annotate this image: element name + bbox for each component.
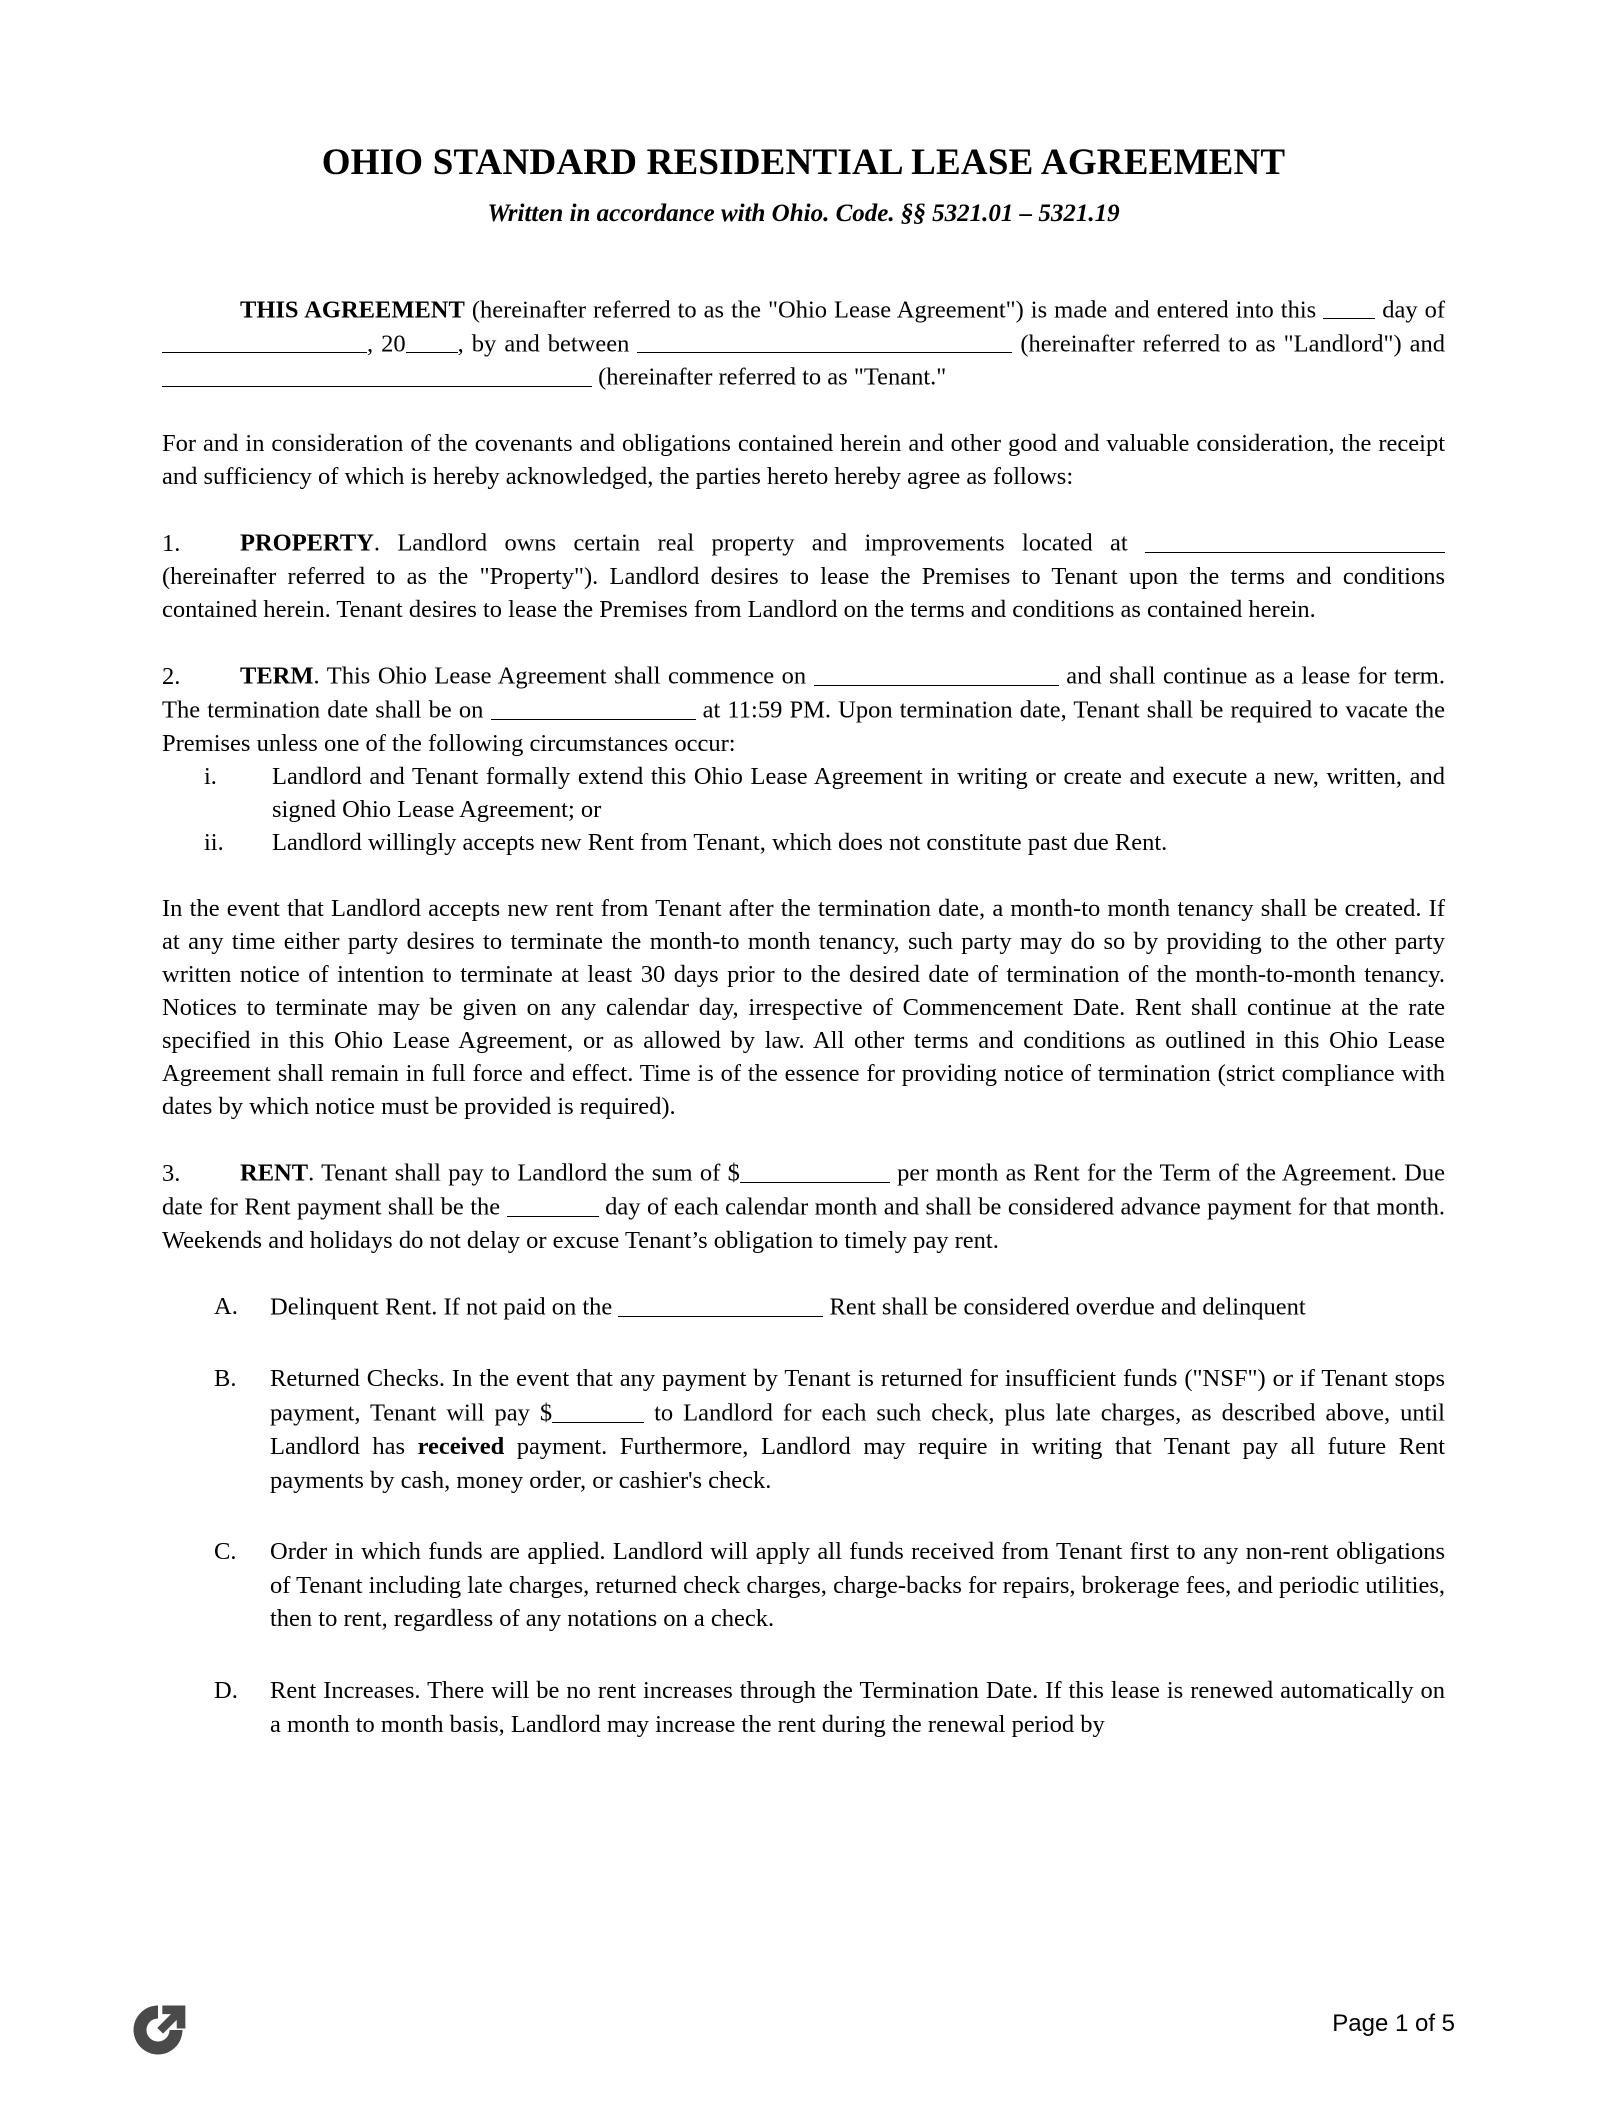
section-term-text-1: . This Ohio Lease Agreement shall commence on xyxy=(313,662,814,690)
section-rent xyxy=(162,1156,1445,1257)
section-property-number: 1. xyxy=(162,529,181,557)
section-property-text-2: (hereinafter referred to as the "Property"). Landlord desires to lease the Premises to Tenant upon the terms and conditions contained herein. Tenant desires to lease the Premises from Landlord on the terms and conditions as contained herein. xyxy=(162,563,1445,624)
blank-landlord-name[interactable] xyxy=(637,327,1012,354)
list-item xyxy=(162,1674,1445,1741)
blank-property-address[interactable] xyxy=(1145,526,1445,553)
blank-year[interactable] xyxy=(406,327,458,354)
spacer xyxy=(162,493,1445,526)
blank-commence-date[interactable] xyxy=(814,659,1059,686)
intro-lead-bold: THIS AGREEMENT xyxy=(240,296,465,324)
section-term-text-3: at 11:59 PM. Upon termination date, Tenant shall be required to vacate the Premises unless one of the following circumstances occur: xyxy=(162,696,1446,757)
list-item-bold-word: received xyxy=(417,1433,505,1461)
spacer xyxy=(162,1257,1445,1290)
section-property xyxy=(162,526,1445,626)
intro-text-3: , 20 xyxy=(367,330,406,358)
blank-due-day[interactable] xyxy=(507,1190,599,1217)
list-marker: A. xyxy=(214,1293,238,1320)
list-item xyxy=(162,1535,1445,1636)
section-rent-heading: RENT xyxy=(240,1160,309,1188)
blank-rent-amount[interactable] xyxy=(740,1156,890,1183)
section-term xyxy=(162,659,1445,760)
document-subtitle: Written in accordance with Ohio. Code. §§ 5321.01 – 5321.19 xyxy=(487,200,1120,228)
list-marker: i. xyxy=(204,762,217,790)
consideration-paragraph: For and in consideration of the covenants and obligations contained herein and other good and valuable consideration, the receipt and sufficiency of which is hereby acknowledged, the parties hereto hereby agree as follows: xyxy=(162,430,1445,491)
blank-month[interactable] xyxy=(162,327,367,354)
list-item-text: Delinquent Rent. If not paid on the xyxy=(270,1293,619,1321)
section-term-text-2: and shall continue as a lease for term. The termination date shall be on xyxy=(162,662,1445,724)
list-item-text-3: payment. Furthermore, Landlord may require in writing that Tenant pay all future Rent payments by cash, money order, or cashier's check. xyxy=(270,1433,1445,1494)
intro-paragraph xyxy=(162,293,1445,394)
list-item-text-2: to Landlord for each such check, plus late charges, as described above, until Landlord has xyxy=(270,1399,1445,1461)
spacer xyxy=(162,626,1445,659)
spacer xyxy=(162,231,1445,293)
blank-tenant-name[interactable] xyxy=(162,360,592,387)
list-item xyxy=(162,760,1445,826)
intro-text-1: (hereinafter referred to as the "Ohio Lease Agreement") is made and entered into this xyxy=(464,296,1324,324)
section-rent-number: 3. xyxy=(162,1160,181,1188)
list-item-text: Rent Increases. There will be no rent increases through the Termination Date. If this lease is renewed automatically on a month to month basis, Landlord may increase the rent during the renewal period by xyxy=(270,1676,1445,1738)
list-item-text-2: Rent shall be considered overdue and delinquent xyxy=(823,1293,1306,1321)
list-item-text: Landlord willingly accepts new Rent from Tenant, which does not constitute past due Rent. xyxy=(272,828,1168,856)
spacer xyxy=(162,1123,1445,1156)
list-marker: D. xyxy=(214,1676,238,1704)
blank-termination-date[interactable] xyxy=(491,693,696,720)
section-rent-text-2: per month as Rent for the Term of the Agreement. Due date for Rent payment shall be the xyxy=(162,1160,1446,1221)
term-subitems xyxy=(162,760,1445,859)
holdover-paragraph: In the event that Landlord accepts new rent from Tenant after the termination date, a month-to month tenancy shall be created. If at any time either party desires to terminate the month-to month tenancy, such party may do so by providing to the other party written notice of intention to terminate at least 30 days prior to the desired date of termination of the month-to-month tenancy. Notices to terminate may be given on any calendar day, irrespective of Commencement Date. Rent shall continue at the rate specified in this Ohio Lease Agreement, or as allowed by law. All other terms and conditions as outlined in this Ohio Lease Agreement shall remain in full force and effect. Time is of the essence for providing notice of termination (strict compliance with dates by which notice must be provided is required). xyxy=(162,894,1445,1121)
section-term-number: 2. xyxy=(162,662,181,690)
eforms-logo-icon xyxy=(122,1994,194,2066)
section-rent-text-1: . Tenant shall pay to Landlord the sum of $ xyxy=(308,1160,740,1188)
intro-text-5: (hereinafter referred to as "Landlord") and xyxy=(1020,330,1446,358)
intro-text-4: , by and between xyxy=(457,330,638,358)
spacer xyxy=(162,394,1445,427)
list-marker: ii. xyxy=(204,828,224,856)
list-item xyxy=(162,1362,1445,1497)
intro-text-2: day of xyxy=(1375,296,1445,324)
list-marker: B. xyxy=(214,1365,237,1393)
spacer xyxy=(162,859,1445,892)
section-property-heading: PROPERTY xyxy=(240,529,374,557)
document-body xyxy=(162,140,1445,1741)
list-item xyxy=(162,1290,1445,1324)
page-number: Page 1 of 5 xyxy=(1332,2010,1455,2037)
page-title: OHIO STANDARD RESIDENTIAL LEASE AGREEMENT xyxy=(321,142,1286,183)
list-item-text: Order in which funds are applied. Landlord will apply all funds received from Tenant first to any non-rent obligations of Tenant including late charges, returned check charges, charge-backs for repairs, brokerage fees, and periodic utilities, then to rent, regardless of any notations on a check. xyxy=(270,1538,1445,1633)
section-rent-text-3: day of each calendar month and shall be considered advance payment for that month. Weekends and holidays do not delay or excuse Tenant’s obligation to timely pay rent. xyxy=(162,1193,1446,1254)
section-term-heading: TERM xyxy=(240,662,314,690)
list-marker: C. xyxy=(214,1538,237,1566)
blank-day[interactable] xyxy=(1323,293,1375,320)
list-item-text: Returned Checks. In the event that any payment by Tenant is returned for insufficient funds ("NSF") or if Tenant stops payment, Tenant will pay $ xyxy=(270,1365,1445,1427)
intro-text-6: (hereinafter referred to as "Tenant." xyxy=(592,364,947,392)
rent-subitems xyxy=(162,1290,1445,1741)
page-footer xyxy=(162,1956,1455,2076)
section-property-text-1: . Landlord owns certain real property and improvements located at xyxy=(373,529,1145,557)
list-item xyxy=(162,826,1445,859)
blank-nsf-fee[interactable] xyxy=(552,1396,644,1423)
list-item-text: Landlord and Tenant formally extend this Ohio Lease Agreement in writing or create and execute a new, written, and signed Ohio Lease Agreement; or xyxy=(272,762,1445,823)
blank-delinquent-date[interactable] xyxy=(618,1290,823,1317)
